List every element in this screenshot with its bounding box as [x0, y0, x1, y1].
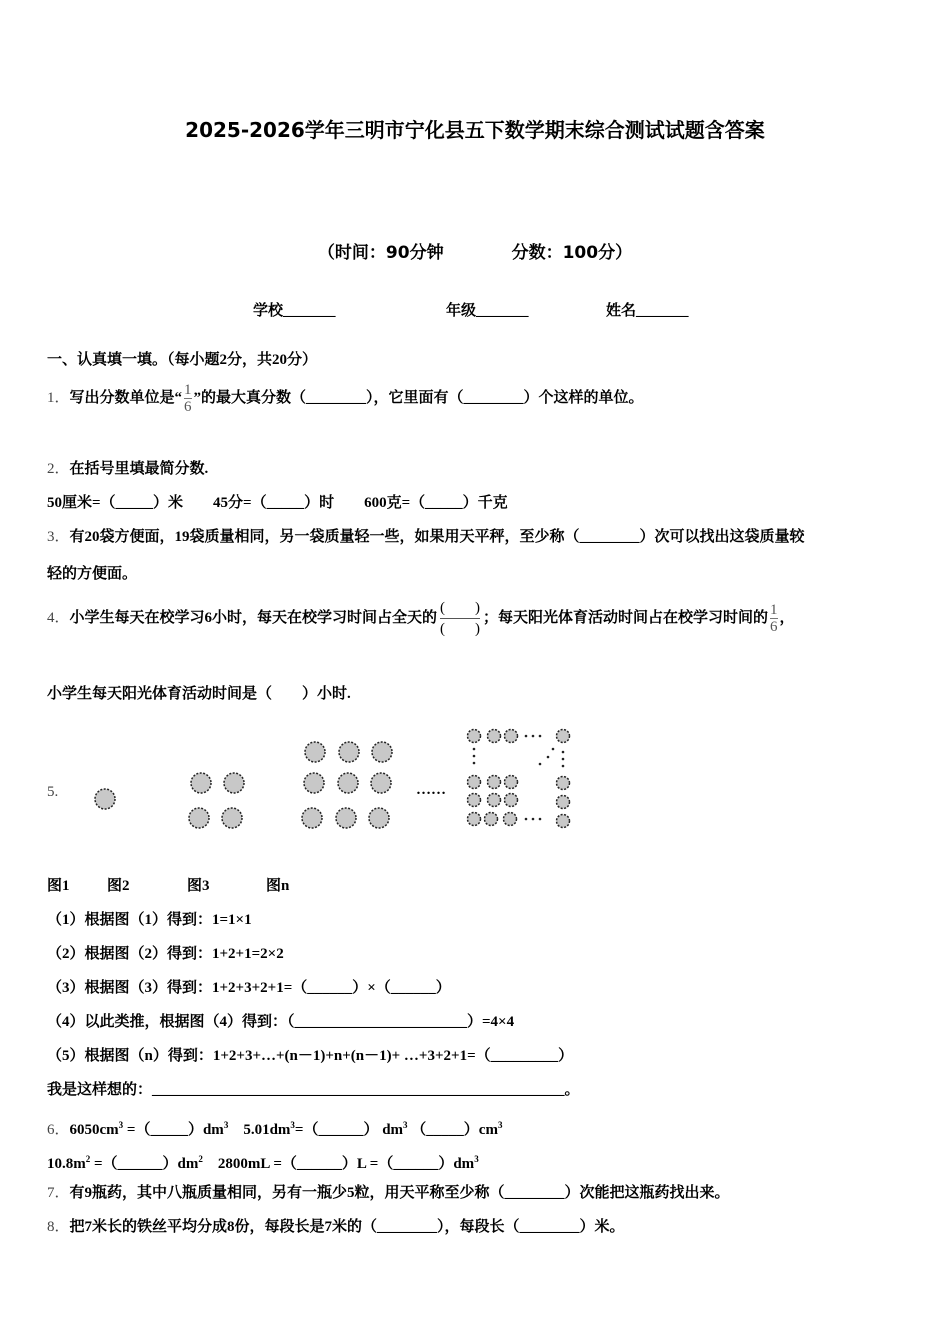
ellipsis-dot: [552, 748, 555, 751]
dot: [302, 808, 322, 828]
q-number: 6．: [47, 1122, 70, 1138]
section-heading: 一、认真填一填。（每小题2分，共20分）: [47, 352, 318, 368]
superscript: 3: [497, 1120, 503, 1130]
dot: [338, 773, 358, 793]
q-number: 8．: [47, 1219, 70, 1235]
dot: [339, 742, 359, 762]
dot: [305, 742, 325, 762]
denominator: 6: [184, 399, 192, 415]
dot: [468, 794, 481, 807]
dot: [488, 730, 501, 743]
fraction: [770, 602, 778, 635]
dot: [189, 808, 209, 828]
exam-info: （时间：90分钟 分数：100分）: [317, 243, 633, 263]
ellipsis-dot: [473, 762, 476, 765]
q-number: 1．: [47, 389, 70, 406]
ellipsis-dot: [539, 818, 542, 821]
q5-line: （4）以此类推，根据图（4）得到：（_______________________）=4×4: [47, 1014, 515, 1030]
q-text: 有9瓶药，其中八瓶质量相同，另有一瓶少5粒，用天平称至少称（________）次能把这瓶药找出来。: [69, 1185, 730, 1201]
ellipsis-dot: [539, 735, 542, 738]
q5-line: （3）根据图（3）得到：1+2+3+2+1=（______）×（______）: [47, 980, 451, 996]
q5-line: （5）根据图（n）得到：1+2+3+…+(n－1)+n+(n－1)+ …+3+2+1=（_________）: [47, 1048, 574, 1064]
dot: [336, 808, 356, 828]
ellipsis-dot: [473, 755, 476, 758]
q-text: =（_____）dm: [123, 1122, 224, 1138]
q-text: 在括号里填最简分数.: [69, 461, 209, 477]
superscript: 2: [85, 1154, 91, 1164]
dot: [505, 730, 518, 743]
q-text: （_____）cm: [407, 1122, 498, 1138]
q-text: =（______）dm: [90, 1156, 199, 1172]
figure-label: 图3: [187, 878, 210, 894]
q-text: 10.8m: [47, 1156, 86, 1172]
blank-fraction[interactable]: [440, 598, 480, 639]
dot: [468, 730, 481, 743]
q-text: 有20袋方便面，19袋质量相同，另一袋质量轻一些，如果用天平秤，至少称（________）次可以找出这袋质量较: [69, 529, 805, 545]
q-text: 写出分数单位是“: [69, 389, 183, 406]
q-number: 5.: [47, 784, 59, 800]
fraction: [184, 382, 192, 415]
dot: [505, 776, 518, 789]
dot: [191, 773, 211, 793]
q-text: ；每天阳光体育活动时间占在校学习时间的: [483, 609, 769, 626]
dot: [488, 776, 501, 789]
dot: [488, 794, 501, 807]
dot-pattern-figures: [0, 720, 620, 840]
q-number: 4．: [47, 609, 70, 626]
dot: [557, 815, 570, 828]
dot: [369, 808, 389, 828]
figure-label: 图2: [107, 878, 130, 894]
denominator: 6: [770, 619, 778, 635]
question-1: [47, 382, 644, 415]
ellipsis-dot: [532, 818, 535, 821]
question-7: [47, 1183, 730, 1203]
question-3-cont: 轻的方便面。: [47, 566, 138, 582]
ellipsis-dot: [532, 735, 535, 738]
question-8: [47, 1217, 625, 1237]
superscript: 2: [198, 1154, 203, 1164]
question-6-cont: [47, 1149, 479, 1174]
question-6: [47, 1115, 502, 1140]
q-number: 3．: [47, 529, 70, 545]
ellipsis-dot: [525, 818, 528, 821]
ellipsis: ……: [416, 782, 446, 798]
dot: [468, 776, 481, 789]
q5-line: （2）根据图（2）得到：1+2+1=2×2: [47, 946, 284, 962]
dot: [485, 813, 498, 826]
q-text: 把7米长的铁丝平均分成8份，每段长是7米的（________），每段长（________）米。: [69, 1219, 625, 1235]
q-text: ，: [779, 609, 795, 626]
q5-line: （1）根据图（1）得到：1=1×1: [47, 912, 252, 928]
figure-label: 图n: [266, 878, 290, 894]
ellipsis-dot: [539, 763, 542, 766]
q-text: 小学生每天在校学习6小时，每天在校学习时间占全天的: [69, 609, 438, 626]
page-title: 2025-2026学年三明市宁化县五下数学期末综合测试试题含答案: [185, 118, 765, 142]
ellipsis-dot: [562, 758, 565, 761]
superscript: 3: [290, 1120, 295, 1130]
dot: [371, 773, 391, 793]
school-field[interactable]: 学校_______: [253, 303, 336, 319]
superscript: 3: [223, 1120, 229, 1130]
numerator: 1: [184, 382, 192, 398]
question-3: [47, 527, 805, 547]
dot: [95, 789, 115, 809]
q-text: 5.01dm: [228, 1122, 291, 1138]
q-text: =（______） dm: [294, 1122, 404, 1138]
name-field[interactable]: 姓名_______: [606, 303, 689, 319]
dot: [222, 808, 242, 828]
numerator: 1: [770, 602, 778, 618]
superscript: 3: [118, 1120, 124, 1130]
ellipsis-dot: [473, 748, 476, 751]
dot: [557, 730, 570, 743]
ellipsis-dot: [547, 756, 550, 759]
question-4-cont: 小学生每天阳光体育活动时间是（ ）小时.: [47, 686, 351, 702]
q5-reasoning: 我是这样想的：_______________________________________________________。: [47, 1082, 580, 1098]
q-number: 7．: [47, 1185, 70, 1201]
q-number: 2．: [47, 461, 70, 477]
ellipsis-dot: [562, 751, 565, 754]
dot: [504, 813, 517, 826]
superscript: 3: [474, 1154, 479, 1164]
q-text: ”的最大真分数（________），它里面有（________）个这样的单位。: [193, 389, 644, 406]
dot: [468, 813, 481, 826]
superscript: 3: [403, 1120, 408, 1130]
dot: [557, 796, 570, 809]
dot: [224, 773, 244, 793]
dot: [505, 794, 518, 807]
dot: [557, 777, 570, 790]
q-text: 2800mL =（______）L =（______）dm: [202, 1156, 475, 1172]
figure-label: 图1: [47, 878, 70, 894]
q-text: 6050cm: [69, 1122, 119, 1138]
dot: [372, 742, 392, 762]
denominator-blank[interactable]: ( ): [440, 618, 480, 639]
question-2-items: 50厘米=（_____）米 45分=（_____）时 600克=（_____）千克: [47, 495, 508, 511]
ellipsis-dot: [562, 765, 565, 768]
ellipsis-dot: [525, 735, 528, 738]
grade-field[interactable]: 年级_______: [446, 303, 529, 319]
question-4: [47, 598, 795, 639]
dot: [304, 773, 324, 793]
question-2: [47, 459, 208, 479]
numerator-blank[interactable]: ( ): [440, 600, 481, 616]
